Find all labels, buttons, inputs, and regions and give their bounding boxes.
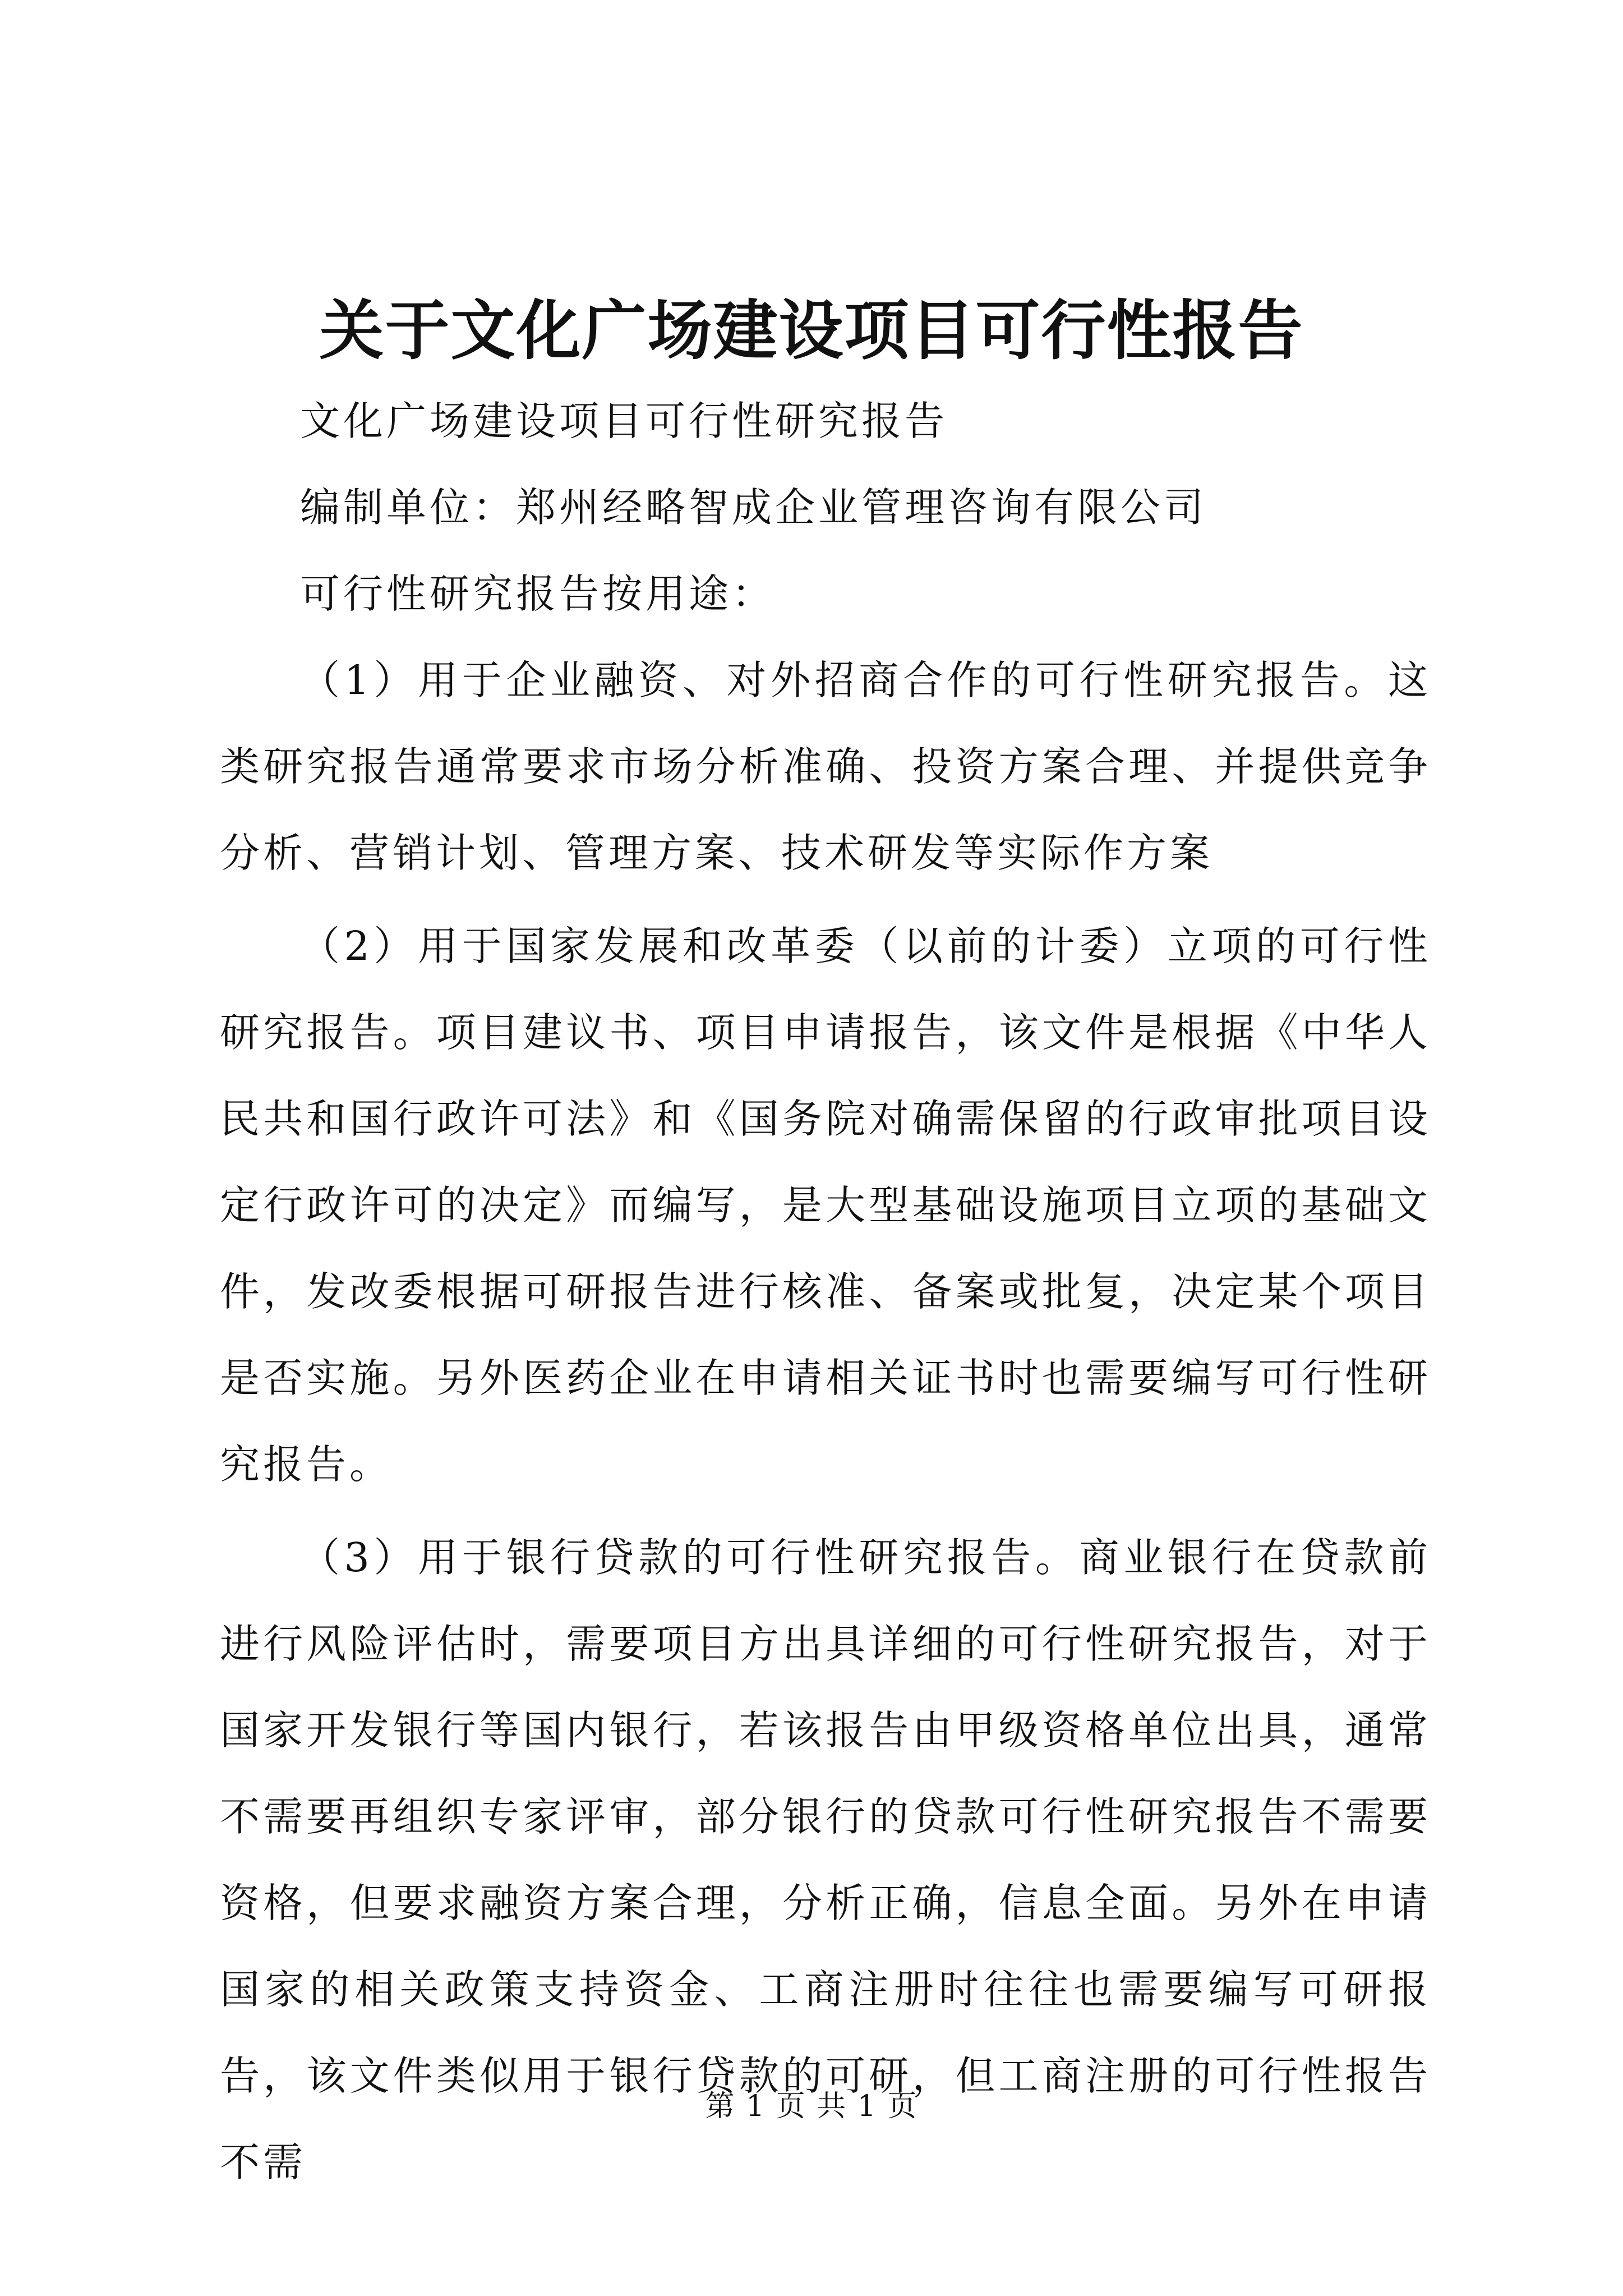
usage-item-1-paragraph: （1）用于企业融资、对外招商合作的可行性研究报告。这类研究报告通常要求市场分析准确、投资方案合理、并提供竞争分析、营销计划、管理方案、技术研发等实际作方案 bbox=[220, 657, 1431, 876]
compiler-paragraph: 编制单位：郑州经略智成企业管理咨询有限公司 bbox=[300, 484, 1207, 531]
page-footer: 第 1 页 共 1 页 bbox=[705, 2090, 918, 2123]
usage-item-3-paragraph: （3）用于银行贷款的可行性研究报告。商业银行在贷款前进行风险评估时，需要项目方出具详细的可行性研究报告，对于国家开发银行等国内银行，若该报告由甲级资格单位出具，通常不需要再组织专家评审，部分银行的贷款可行性研究报告不需要资格，但要求融资方案合理，分析正确，信息全面。另外在申请国家的相关政策支持资金、工商注册时往往也需要编写可研报告，该文件类似用于银行贷款的可研，但工商注册的可行性报告不需 bbox=[220, 1534, 1431, 2185]
document-body bbox=[220, 378, 1431, 2206]
usage-item-2-paragraph: （2）用于国家发展和改革委（以前的计委）立项的可行性研究报告。项目建议书、项目申请报告，该文件是根据《中华人民共和国行政许可法》和《国务院对确需保留的行政审批项目设定行政许可的决定》而编写，是大型基础设施项目立项的基础文件，发改委根据可研报告进行核准、备案或批复，决定某个项目是否实施。另外医药企业在申请相关证书时也需要编写可行性研究报告。 bbox=[220, 923, 1431, 1488]
usage-heading-paragraph: 可行性研究报告按用途： bbox=[300, 570, 776, 617]
subtitle-paragraph: 文化广场建设项目可行性研究报告 bbox=[300, 398, 948, 444]
document-title: 关于文化广场建设项目可行性报告 bbox=[319, 293, 1304, 369]
